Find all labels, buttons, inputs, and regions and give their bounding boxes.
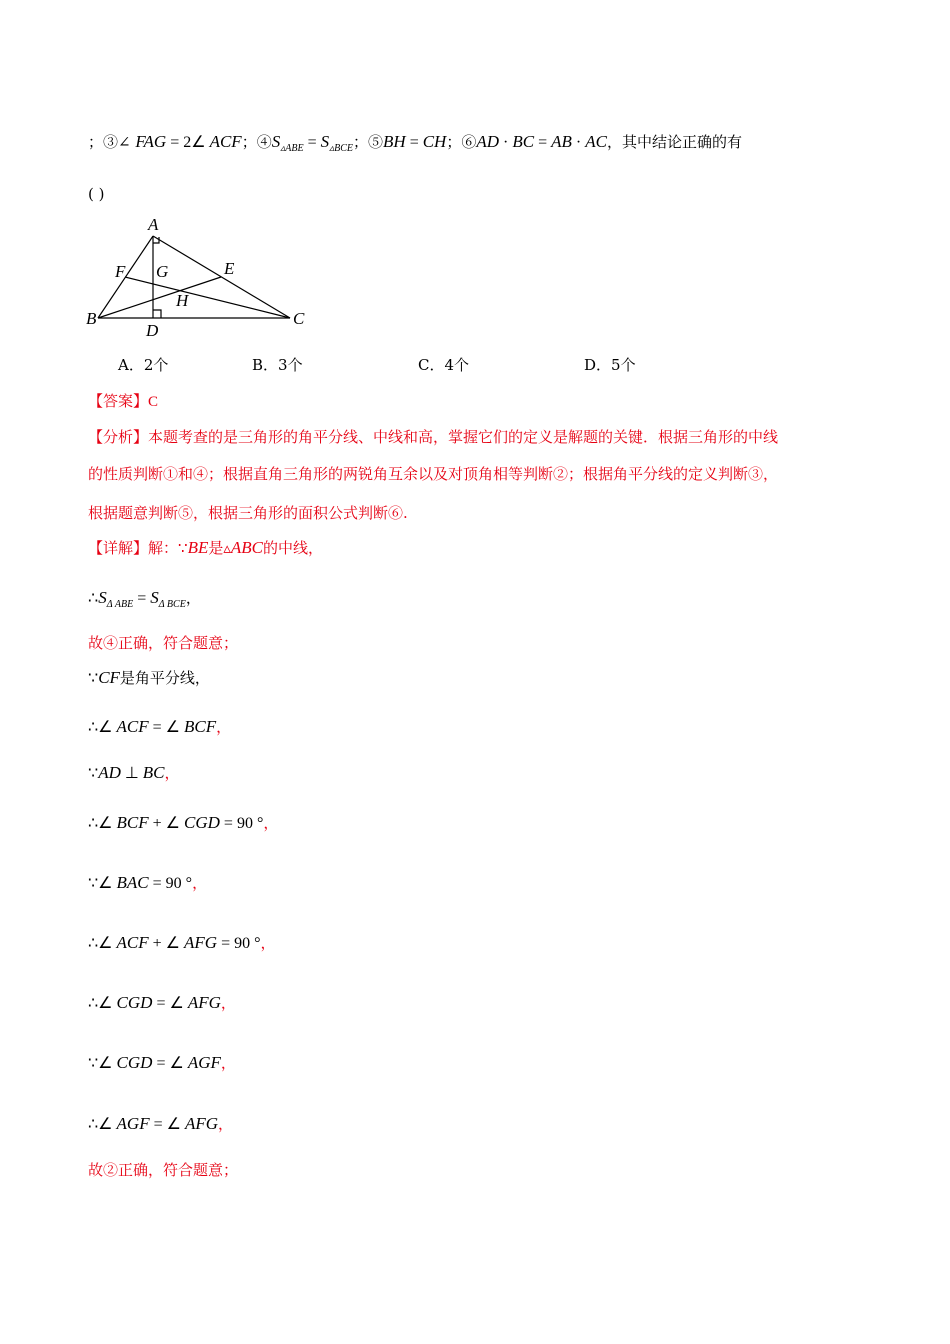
option-b[interactable]: B．3个 — [252, 356, 303, 374]
detail-step-9: ∴∠ ACF + ∠ AFG = 90 °， — [88, 933, 276, 952]
detail-step-4: ∵CF是角平分线， — [88, 668, 210, 687]
option-c[interactable]: C．4个 — [418, 356, 470, 374]
option-a[interactable]: A．2个 — [118, 356, 169, 374]
detail-step-6: ∵AD ⊥ BC， — [88, 763, 180, 782]
detail-step-7: ∴∠ BCF + ∠ CGD = 90 °， — [88, 813, 279, 832]
detail-step-3: 故④正确，符合题意； — [88, 634, 239, 652]
detail-step-8: ∵∠ BAC = 90 °， — [88, 873, 208, 892]
label-c: C — [293, 309, 305, 328]
detail-line-1: 【详解】解：∵BE是▵ABC的中线， — [88, 538, 324, 557]
label-g: G — [156, 262, 169, 281]
answer-parentheses: ( ) — [88, 185, 105, 203]
right-angle-mark-d — [153, 310, 161, 318]
label-h: H — [176, 291, 189, 310]
label-d: D — [146, 321, 159, 340]
detail-step-12: ∴∠ AGF = ∠ AFG， — [88, 1114, 234, 1133]
label-a: A — [148, 215, 159, 234]
detail-step-5: ∴∠ ACF = ∠ BCF， — [88, 717, 232, 736]
label-e: E — [224, 259, 235, 278]
answer: 【答案】C — [88, 392, 159, 410]
q-seg: ；③∠ — [88, 133, 136, 151]
triangle-figure — [80, 210, 320, 340]
analysis-line-3: 根据题意判断⑤，根据三角形的面积公式判断⑥. — [88, 504, 408, 522]
analysis-line-2: 的性质判断①和④；根据直角三角形的两锐角互余以及对顶角相等判断②；根据角平分线的定义判断③， — [88, 465, 779, 483]
side-ac — [153, 236, 290, 318]
detail-step-13: 故②正确，符合题意； — [88, 1161, 239, 1179]
label-b: B — [86, 309, 97, 328]
question-statement-full: ；③∠ FAG = 2∠ ACF；$④S_{▵ABE} = S_{▵BCE}$；⑤BH = CH；⑥AD · BC = AB · AC，其中结论正确的有 — [88, 132, 742, 154]
detail-step-2: $\therefore S_{\Delta ABE} = S_{\Delta BCE}$， — [88, 588, 201, 610]
analysis-line-1: 【分析】本题考查的是三角形的角平分线、中线和高，掌握它们的定义是解题的关键．根据三角形的中线 — [88, 428, 779, 446]
detail-step-10: ∴∠ CGD = ∠ AFG， — [88, 993, 236, 1012]
median-be — [98, 277, 221, 318]
option-d[interactable]: D．5个 — [584, 356, 636, 374]
detail-step-11: ∵∠ CGD = ∠ AGF， — [88, 1053, 236, 1072]
label-f: F — [115, 262, 126, 281]
bisector-cf — [125, 277, 290, 318]
